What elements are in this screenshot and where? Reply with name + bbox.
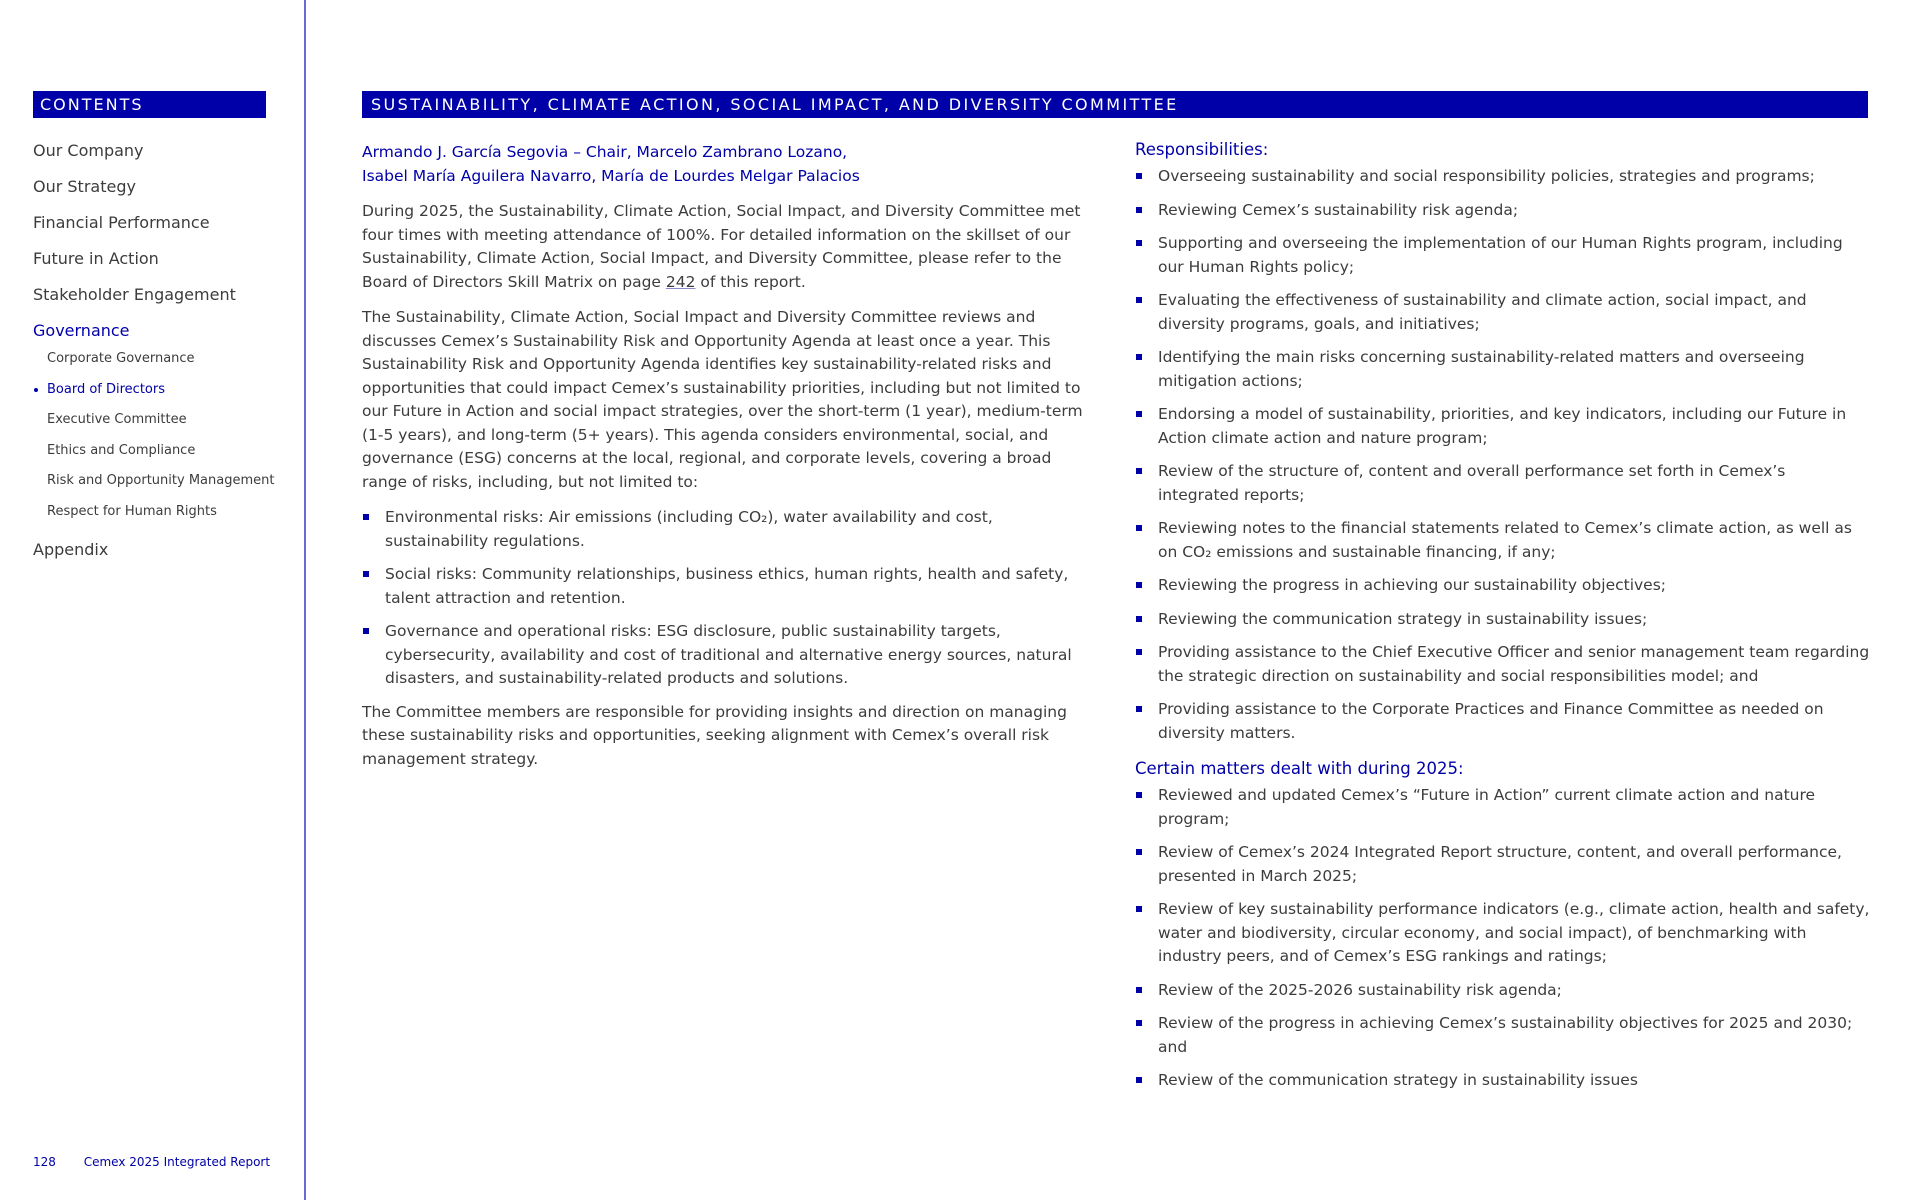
- list-item: Supporting and overseeing the implementation of our Human Rights program, including our Human Rights policy;: [1135, 232, 1870, 279]
- members-line-1: Armando J. García Segovia – Chair, Marcelo Zambrano Lozano,: [362, 143, 848, 161]
- sidebar: [0, 0, 305, 1200]
- list-item: Governance and operational risks: ESG disclosure, public sustainability targets, cybersecurity, availability and cost of traditional and alternative energy sources, natural disasters, and sustainability-related products and solutions.: [362, 620, 1092, 691]
- list-item: Overseeing sustainability and social responsibility policies, strategies and programs;: [1135, 165, 1870, 189]
- committee-paragraph: The Committee members are responsible for providing insights and direction on managing these sustainability risks and opportunities, seeking alignment with Cemex’s overall risk management strategy.: [362, 702, 1067, 768]
- list-item: Identifying the main risks concerning sustainability-related matters and overseeing mitigation actions;: [1135, 346, 1870, 393]
- sidebar-subitem-board-of-directors[interactable]: Board of Directors: [33, 379, 303, 410]
- responsibilities-heading: Responsibilities:: [1135, 140, 1269, 159]
- sidebar-subitem-corporate-governance[interactable]: Corporate Governance: [47, 351, 195, 366]
- sidebar-divider: [304, 0, 306, 1200]
- list-item: Review of the structure of, content and overall performance set forth in Cemex’s integrated reports;: [1135, 460, 1870, 507]
- contents-header: CONTENTS: [33, 91, 266, 118]
- sidebar-subitem-executive-committee[interactable]: Executive Committee: [47, 412, 187, 427]
- list-item: Reviewing the communication strategy in sustainability issues;: [1135, 608, 1870, 632]
- meeting-text-a: During 2025, the Sustainability, Climate Action, Social Impact, and Diversity Committee met four times with meeting attendance of 100%. For detailed information on the skillset of our Sustainability, Climate Action, Social Impact, and Diversity Committee, please refer to the Board of Directors Skill Matrix on page: [362, 202, 1081, 291]
- sidebar-subitem-risk-and-opportunity-management[interactable]: Risk and Opportunity Management: [47, 473, 275, 488]
- list-item: Reviewing Cemex’s sustainability risk agenda;: [1135, 199, 1870, 223]
- sidebar-item-future-in-action[interactable]: Future in Action: [33, 249, 159, 268]
- sidebar-item-stakeholder-engagement[interactable]: Stakeholder Engagement: [33, 285, 236, 304]
- list-item: Social risks: Community relationships, business ethics, human rights, health and safety, talent attraction and retention.: [362, 563, 1092, 610]
- list-item: Review of key sustainability performance indicators (e.g., climate action, health and safety, water and biodiversity, circular economy, and social impact), of benchmarking with industry peers, and of Cemex’s ESG rankings and ratings;: [1135, 898, 1870, 969]
- page-footer: [33, 1155, 270, 1169]
- agenda-paragraph: The Sustainability, Climate Action, Social Impact and Diversity Committee reviews and discusses Cemex’s Sustainability Risk and Opportunity Agenda at least once a year. This Sustainability Risk and Opportunity Agenda identifies key sustainability-related risks and opportunities that could impact Cemex’s sustainability priorities, including but not limited to our Future in Action and social impact strategies, over the short-term (1 year), medium-term (1-5 years), and long-term (5+ years). This agenda considers environmental, social, and governance (ESG) concerns at the local, regional, and corporate levels, covering a broad range of risks, including, but not limited to:: [362, 308, 1083, 491]
- list-item: Reviewing notes to the financial statements related to Cemex’s climate action, as well as on CO₂ emissions and sustainable financing, if any;: [1135, 517, 1870, 564]
- right-column: [1135, 138, 1870, 1103]
- sidebar-item-financial-performance[interactable]: Financial Performance: [33, 213, 210, 232]
- sidebar-item-our-strategy[interactable]: Our Strategy: [33, 177, 136, 196]
- list-item: Providing assistance to the Corporate Practices and Finance Committee as needed on diversity matters.: [1135, 698, 1870, 745]
- committee-members: [362, 140, 1092, 188]
- report-title: Cemex 2025 Integrated Report: [83, 1155, 271, 1169]
- list-item: Evaluating the effectiveness of sustainability and climate action, social impact, and diversity programs, goals, and initiatives;: [1135, 289, 1870, 336]
- list-item: Endorsing a model of sustainability, priorities, and key indicators, including our Future in Action climate action and nature program;: [1135, 403, 1870, 450]
- sidebar-nav: [33, 138, 303, 573]
- list-item: Reviewed and updated Cemex’s “Future in Action” current climate action and nature program;: [1135, 784, 1870, 831]
- section-title: SUSTAINABILITY, CLIMATE ACTION, SOCIAL IMPACT, AND DIVERSITY COMMITTEE: [362, 91, 1868, 118]
- sidebar-item-appendix[interactable]: Appendix: [33, 540, 109, 559]
- risk-list: [362, 506, 1092, 691]
- list-item: Reviewing the progress in achieving our sustainability objectives;: [1135, 574, 1870, 598]
- sidebar-item-governance[interactable]: Governance: [33, 321, 130, 340]
- page-link-242[interactable]: 242: [665, 272, 696, 291]
- left-column: [362, 140, 1092, 783]
- meeting-text-b: of this report.: [695, 272, 806, 291]
- sidebar-subitem-respect-for-human-rights[interactable]: Respect for Human Rights: [47, 503, 217, 519]
- list-item: Environmental risks: Air emissions (including CO₂), water availability and cost, sustainability regulations.: [362, 506, 1092, 553]
- matters-heading: Certain matters dealt with during 2025:: [1135, 759, 1464, 778]
- matters-list: [1135, 784, 1870, 1093]
- members-line-2: Isabel María Aguilera Navarro, María de Lourdes Melgar Palacios: [362, 167, 860, 185]
- sidebar-item-our-company[interactable]: Our Company: [33, 141, 144, 160]
- list-item: Review of the progress in achieving Cemex’s sustainability objectives for 2025 and 2030; and: [1135, 1012, 1870, 1059]
- list-item: Review of Cemex’s 2024 Integrated Report structure, content, and overall performance, presented in March 2025;: [1135, 841, 1870, 888]
- list-item: Review of the communication strategy in sustainability issues: [1135, 1069, 1870, 1093]
- page-number: 128: [33, 1155, 56, 1169]
- responsibilities-list: [1135, 165, 1870, 745]
- sidebar-subitem-ethics-and-compliance[interactable]: Ethics and Compliance: [47, 442, 196, 458]
- list-item: Providing assistance to the Chief Executive Officer and senior management team regarding the strategic direction on sustainability and social responsibilities model; and: [1135, 641, 1870, 688]
- meeting-paragraph: [362, 200, 1092, 294]
- list-item: Review of the 2025-2026 sustainability risk agenda;: [1135, 979, 1870, 1003]
